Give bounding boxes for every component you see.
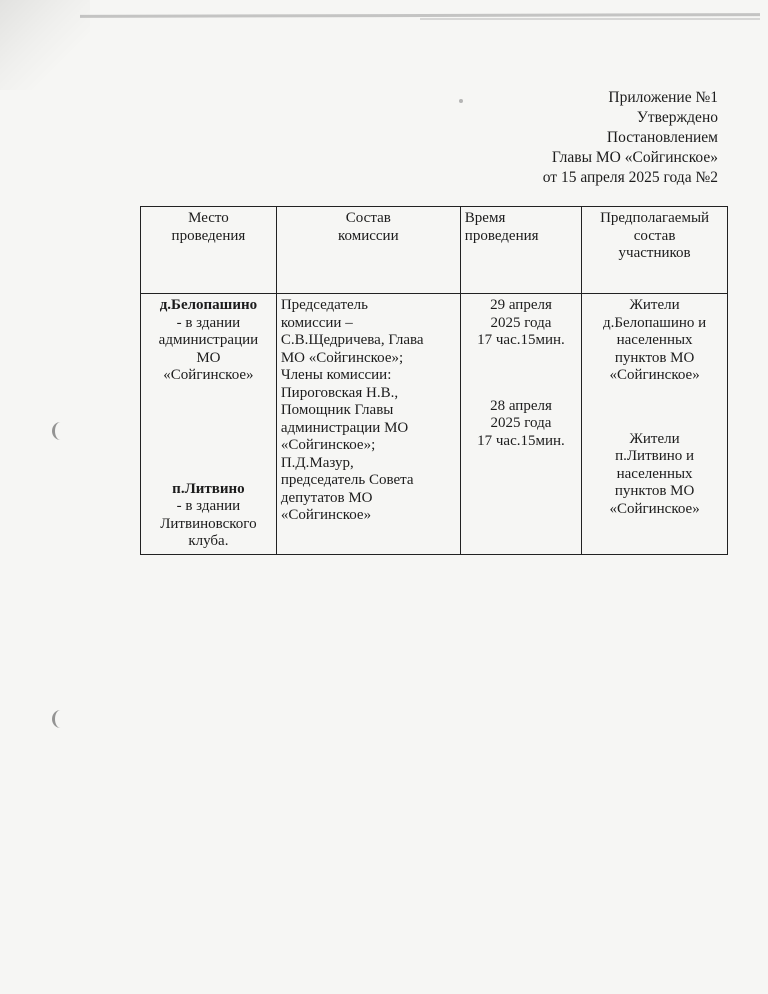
- time-cell: 29 апреля 2025 года 17 час.15мин. 28 апреля 2025 года 17 час.15мин.: [460, 294, 581, 555]
- place1-name: д.Белопашино: [159, 297, 258, 313]
- header-place: Место проведения: [141, 207, 277, 294]
- date-number-label: от 15 апреля 2025 года №2: [542, 169, 718, 186]
- header-commission: Состав комиссии: [276, 207, 460, 294]
- table-row: [141, 294, 728, 555]
- table-header-row: [141, 207, 728, 294]
- punch-hole-icon: [52, 710, 69, 728]
- scan-speck: [459, 99, 463, 103]
- resolution-label: Постановлением: [606, 129, 718, 146]
- header-participants: Предполагаемый состав участников: [582, 207, 728, 294]
- punch-hole-icon: [52, 422, 69, 440]
- commission-cell: Председатель комиссии – С.В.Щедричева, Глава МО «Сойгинское»; Члены комиссии: Пироговская Н.В., Помощник Главы администрации МО «Сойгинское»; П.Д.Мазур, председатель Совета депутатов МО «Сойгинское»: [276, 294, 460, 555]
- appendix-label: Приложение №1: [608, 89, 718, 106]
- approval-block: [543, 88, 718, 188]
- approved-label: Утверждено: [636, 109, 718, 126]
- header-time: Время проведения: [460, 207, 581, 294]
- place2-name: п.Литвино: [172, 480, 245, 497]
- place-cell: д.Белопашино - в здании администрации МО «Сойгинское» п.Литвино - в здании Литвиновского клуба.: [141, 294, 277, 555]
- scan-corner-shadow: [0, 0, 90, 90]
- head-label: Главы МО «Сойгинское»: [551, 149, 718, 166]
- scan-edge-line-2: [420, 18, 760, 20]
- schedule-table: [140, 206, 728, 555]
- participants-cell: Жители д.Белопашино и населенных пунктов МО «Сойгинское» Жители п.Литвино и населенных пунктов МО «Сойгинское»: [582, 294, 728, 555]
